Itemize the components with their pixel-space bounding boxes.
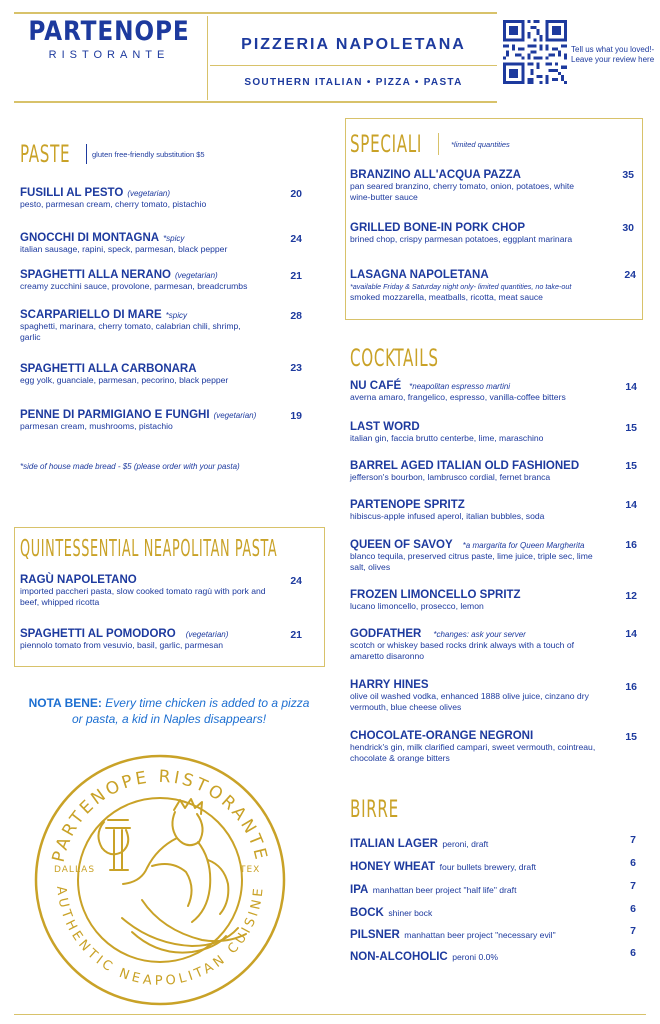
- item-price: 7: [630, 834, 636, 846]
- cocktail-item: [350, 380, 610, 403]
- item-price: 19: [290, 410, 302, 422]
- item-price: 24: [624, 269, 636, 281]
- item-desc: hibiscus-apple infused aperol, italian bubbles, soda: [350, 511, 545, 521]
- item-note: *changes: ask your server: [433, 630, 526, 639]
- seal-logo: [22, 750, 298, 1006]
- beer-item: [350, 834, 488, 852]
- item-name: LAST WORD: [350, 421, 420, 433]
- quintessential-title: QUINTESSENTIAL NEAPOLITAN PASTA: [20, 536, 278, 562]
- item-desc: pan seared branzino, cherry tomato, onion, potatoes, white wine-butter sauce: [350, 181, 575, 202]
- qr-review-text: Tell us what you loved!- Leave your review here: [571, 45, 655, 64]
- bread-note: *side of house made bread - $5 (please order with your pasta): [20, 462, 240, 471]
- item-desc: egg yolk, guanciale, parmesan, pecorino, black pepper: [20, 375, 229, 385]
- item-name: ITALIAN LAGER: [350, 838, 438, 850]
- speciali-divider: [438, 133, 439, 155]
- cocktail-item: [350, 460, 615, 483]
- item-name: HONEY WHEAT: [350, 861, 436, 873]
- item-name: NON-ALCOHOLIC: [350, 951, 448, 963]
- item-price: 14: [625, 499, 637, 511]
- item-desc: shiner bock: [388, 908, 433, 918]
- item-price: 21: [290, 629, 302, 641]
- seal-bottom-text: AUTHENTIC NEAPOLITAN CUISINE: [53, 885, 267, 989]
- item-name: GRILLED BONE-IN PORK CHOP: [350, 222, 526, 234]
- item-price: 14: [625, 628, 637, 640]
- item-name: IPA: [350, 884, 369, 896]
- item-price: 28: [290, 310, 302, 322]
- quintessential-item: [20, 628, 310, 651]
- speciali-item: [350, 269, 620, 303]
- paste-item: [20, 363, 310, 386]
- item-note: (vegetarian): [175, 271, 218, 280]
- nota-bene: [24, 695, 314, 727]
- cocktail-item: [350, 499, 610, 522]
- item-name: FROZEN LIMONCELLO SPRITZ: [350, 589, 521, 601]
- item-name: PARTENOPE SPRITZ: [350, 499, 465, 511]
- item-desc: italian sausage, rapini, speck, parmesan, black pepper: [20, 244, 228, 254]
- item-desc: peroni 0.0%: [452, 952, 499, 962]
- item-desc: manhattan beer project "half life" draft: [372, 885, 517, 895]
- item-price: 6: [630, 947, 636, 959]
- item-desc: imported paccheri pasta, slow cooked tomato ragù with pork and beef, whipped ricotta: [20, 586, 266, 607]
- footer-rule: [14, 1014, 646, 1015]
- header-divider: [207, 16, 208, 100]
- item-price: 6: [630, 903, 636, 915]
- speciali-title: SPECIALI: [350, 130, 423, 158]
- item-note: (vegetarian): [213, 411, 257, 420]
- item-price: 15: [625, 422, 637, 434]
- item-desc: scotch or whiskey based rocks drink always with a touch of amaretto disaronno: [350, 640, 575, 661]
- paste-note: gluten free-friendly substitution $5: [92, 149, 205, 159]
- item-name: GODFATHER: [350, 628, 422, 640]
- item-price: 12: [625, 590, 637, 602]
- beer-item: [350, 925, 556, 943]
- nota-bene-text: Every time chicken is added to a pizza or pasta, a kid in Naples disappears!: [71, 696, 310, 726]
- item-name: BRANZINO ALL'ACQUA PAZZA: [350, 169, 521, 181]
- item-desc: spaghetti, marinara, cherry tomato, calabrian chili, shrimp, garlic: [20, 321, 241, 342]
- header-title: PIZZERIA NAPOLETANA: [241, 36, 466, 53]
- cocktail-item: [350, 730, 625, 764]
- item-note: *a margarita for Queen Margherita: [462, 541, 585, 550]
- item-name: FUSILLI AL PESTO: [20, 187, 124, 199]
- item-name: QUEEN OF SAVOY: [350, 539, 453, 551]
- beer-item: [350, 880, 516, 898]
- item-price: 14: [625, 381, 637, 393]
- item-name: PENNE DI PARMIGIANO E FUNGHI: [20, 409, 210, 421]
- item-name: CHOCOLATE-ORANGE NEGRONI: [350, 730, 534, 742]
- speciali-heading: [350, 128, 510, 160]
- quintessential-item: [20, 574, 300, 608]
- cocktail-item: [350, 539, 610, 573]
- birre-title: BIRRE: [350, 795, 399, 823]
- header-bottom-rule: [14, 101, 497, 103]
- item-name: GNOCCHI DI MONTAGNA: [20, 232, 160, 244]
- paste-item: [20, 409, 310, 432]
- item-desc: jefferson's bourbon, lambrusco cordial, fernet branca: [350, 472, 551, 482]
- item-name: SPAGHETTI ALLA NERANO: [20, 269, 171, 281]
- item-name: RAGÙ NAPOLETANO: [20, 574, 137, 586]
- item-desc: italian gin, faccia brutto centerbe, lime, maraschino: [350, 433, 544, 443]
- item-desc: averna amaro, frangelico, espresso, vanilla-coffee bitters: [350, 392, 566, 402]
- paste-title: PASTE: [20, 140, 71, 168]
- item-price: 15: [625, 460, 637, 472]
- item-price: 7: [630, 925, 636, 937]
- paste-divider: [86, 144, 87, 164]
- item-desc: lucano limoncello, prosecco, lemon: [350, 601, 484, 611]
- nota-bene-label: NOTA BENE:: [28, 696, 102, 710]
- header-top-rule: [14, 12, 497, 14]
- item-name: SPAGHETTI ALLA CARBONARA: [20, 363, 197, 375]
- item-desc: manhattan beer project "necessary evil": [404, 930, 556, 940]
- beer-item: [350, 857, 536, 875]
- item-price: 23: [290, 362, 302, 374]
- seal-top-text: PARTENOPE RISTORANTE: [48, 766, 272, 865]
- item-desc: blanco tequila, preserved citrus paste, lime juice, triple sec, lime salt, olives: [350, 551, 593, 572]
- item-price: 24: [290, 233, 302, 245]
- item-name: SPAGHETTI AL POMODORO: [20, 628, 176, 640]
- item-desc: hendrick's gin, milk clarified campari, sweet vermouth, cointreau, chocolate & orange bitters: [350, 742, 596, 763]
- item-desc: peroni, draft: [442, 839, 489, 849]
- item-desc: four bullets brewery, draft: [439, 862, 536, 872]
- item-desc: pesto, parmesan cream, cherry tomato, pistachio: [20, 199, 207, 209]
- item-price: 35: [622, 169, 634, 181]
- item-name: NU CAFÉ: [350, 380, 402, 392]
- beer-item: [350, 903, 432, 921]
- item-availability-note: *available Friday & Saturday night only- limited quantities, no take-out: [350, 282, 572, 291]
- brand-logo: [14, 16, 204, 61]
- item-price: 24: [290, 575, 302, 587]
- cocktail-item: [350, 628, 610, 662]
- paste-item: [20, 187, 310, 210]
- item-name: BARREL AGED ITALIAN OLD FASHIONED: [350, 460, 580, 472]
- item-desc: parmesan cream, mushrooms, pistachio: [20, 421, 173, 431]
- qr-code-icon[interactable]: [503, 20, 567, 84]
- cocktails-title: COCKTAILS: [350, 344, 439, 372]
- paste-item: [20, 269, 310, 292]
- item-note: *spicy: [163, 234, 185, 243]
- cocktail-item: [350, 679, 625, 713]
- item-note: *spicy: [165, 311, 187, 320]
- item-price: 20: [290, 188, 302, 200]
- item-name: SCARPARIELLO DI MARE: [20, 309, 162, 321]
- item-note: *neapolitan espresso martini: [409, 382, 511, 391]
- svg-text:AUTHENTIC NEAPOLITAN CUISINE: [53, 885, 267, 988]
- item-name: LASAGNA NAPOLETANA: [350, 269, 489, 281]
- item-desc: smoked mozzarella, meatballs, ricotta, meat sauce: [350, 292, 543, 302]
- paste-item: [20, 309, 260, 343]
- item-desc: olive oil washed vodka, enhanced 1888 olive juice, cinzano dry vermouth, blue cheese olives: [350, 691, 589, 712]
- speciali-item: [350, 222, 610, 245]
- item-price: 16: [625, 681, 637, 693]
- item-desc: brined chop, crispy parmesan potatoes, eggplant marinara: [350, 234, 573, 244]
- item-name: BOCK: [350, 907, 384, 919]
- header-tagline: SOUTHERN ITALIAN • PIZZA • PASTA: [244, 77, 463, 88]
- item-note: (vegetarian): [185, 630, 229, 639]
- brand-name: PARTENOPE: [28, 16, 190, 47]
- speciali-note: *limited quantities: [451, 139, 510, 149]
- item-desc: creamy zucchini sauce, provolone, parmesan, breadcrumbs: [20, 281, 248, 291]
- item-price: 30: [622, 222, 634, 234]
- brand-subtitle: RISTORANTE: [48, 49, 170, 61]
- paste-item: [20, 232, 310, 255]
- item-price: 6: [630, 857, 636, 869]
- item-note: (vegetarian): [127, 189, 170, 198]
- beer-item: [350, 947, 498, 965]
- paste-heading: [20, 139, 205, 169]
- cocktail-item: [350, 421, 610, 444]
- seal-left-text: DALLAS: [54, 865, 96, 875]
- item-price: 21: [290, 270, 302, 282]
- item-desc: piennolo tomato from vesuvio, basil, garlic, parmesan: [20, 640, 224, 650]
- item-name: PILSNER: [350, 929, 400, 941]
- item-price: 16: [625, 539, 637, 551]
- cocktail-item: [350, 589, 610, 612]
- item-price: 7: [630, 880, 636, 892]
- header-mid-rule: [210, 65, 497, 66]
- seal-right-text: TEX: [240, 865, 261, 875]
- speciali-item: [350, 169, 610, 203]
- item-name: HARRY HINES: [350, 679, 429, 691]
- item-price: 15: [625, 731, 637, 743]
